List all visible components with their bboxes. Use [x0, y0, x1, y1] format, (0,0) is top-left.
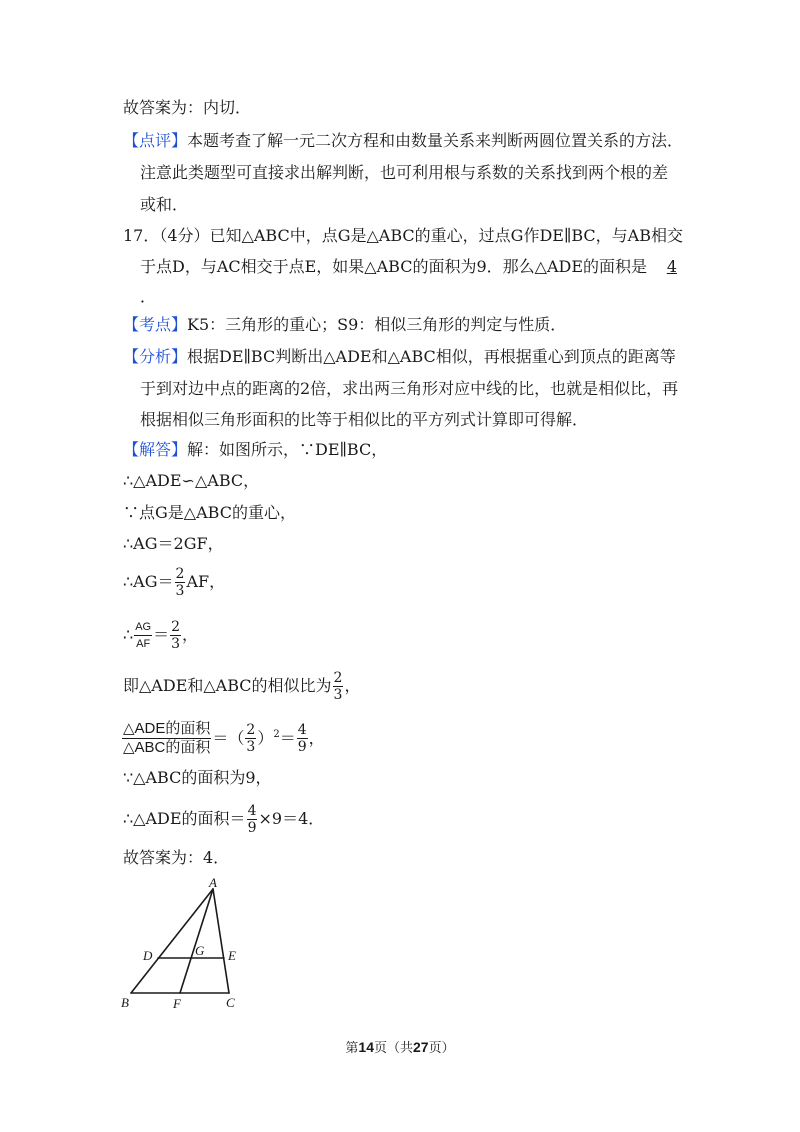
fraction-two-thirds [333, 670, 344, 703]
question-line-3: ． [140, 287, 157, 306]
fraction-two-thirds [170, 619, 181, 652]
label-b: B [121, 995, 129, 1010]
analysis-tag: 【分析】 [123, 347, 188, 366]
kaodian-tag: 【考点】 [123, 315, 188, 334]
solution-step-4 [123, 563, 225, 601]
question-answer: 4 [666, 257, 678, 276]
fraction-numerator: 2 [171, 619, 181, 635]
question-number: 17． [123, 226, 160, 245]
analysis-line-3: 根据相似三角形面积的比等于相似比的平方列式计算即可得解． [140, 410, 589, 429]
fraction-numerator: AG [134, 619, 152, 636]
solution-step-3: ∴AG＝2GF， [123, 534, 224, 553]
analysis-text-1: 根据DE∥BC判断出△ADE和△ABC相似，再根据重心到顶点的距离等 [187, 347, 676, 366]
solution-tag: 【解答】 [123, 440, 188, 459]
question-text-2: 于点D，与AC相交于点E，如果△ABC的面积为9．那么△ADE的面积是 [140, 257, 648, 276]
footer-mid: 页（共 [373, 1041, 413, 1056]
fraction-two-thirds [245, 722, 256, 755]
label-e: E [228, 948, 236, 963]
label-a: A [209, 875, 217, 890]
fraction-denominator: 3 [333, 687, 343, 703]
kaodian-text: K5：三角形的重心；S9：相似三角形的判定与性质． [187, 315, 567, 334]
analysis-line-1 [123, 346, 676, 368]
fraction-numerator: 2 [175, 566, 185, 582]
step-7-close-paren: ） [257, 728, 274, 748]
fraction-numerator: 4 [247, 803, 257, 819]
fraction-numerator: 2 [333, 670, 343, 686]
step-5-equals: ＝ [153, 625, 170, 644]
fraction-four-ninths [247, 803, 258, 836]
side-ab [131, 889, 213, 993]
step-4-prefix: ∴AG＝ [123, 572, 174, 591]
final-answer: 故答案为：4． [123, 848, 230, 867]
step-7-exponent: 2 [273, 729, 280, 740]
step-7-equals: ＝（ [212, 728, 245, 748]
step-6-suffix: ， [344, 676, 361, 695]
label-g: G [195, 943, 205, 958]
footer-page: 14 [358, 1039, 374, 1055]
step-9-suffix: ×9＝4． [258, 809, 325, 828]
question-line-1 [123, 225, 683, 247]
review-tag: 【点评】 [123, 131, 188, 150]
question-score: （4分） [159, 226, 210, 245]
review-line-2: 注意此类题型可直接求出解判断，也可利用根与系数的关系找到两个根的差 [140, 163, 669, 182]
fraction-numerator: 4 [297, 722, 307, 739]
solution-step-8: ∵△ABC的面积为9， [123, 768, 272, 787]
solution-step-7 [121, 715, 325, 758]
fraction-numerator: △ADE的面积 [123, 720, 211, 738]
review-line-3: 或和． [140, 195, 189, 214]
review-text-1: 本题考查了解一元二次方程和由数量关系来判断两圆位置关系的方法． [187, 131, 684, 150]
fraction-denominator: 3 [171, 636, 181, 652]
fraction-two-thirds [175, 566, 186, 599]
median-af [180, 889, 213, 993]
fraction-ag-af [134, 619, 152, 652]
step-6-prefix: 即△ADE和△ABC的相似比为 [123, 676, 332, 695]
fraction-denominator: AF [136, 638, 151, 650]
solution-step-6 [123, 667, 360, 705]
step-7-equals-2: ＝ [279, 728, 296, 748]
question-line-2 [140, 256, 677, 278]
solution-step-2: ∵点G是△ABC的重心， [123, 503, 296, 522]
kaodian-line [123, 314, 566, 336]
footer-total: 27 [413, 1039, 429, 1055]
step-5-prefix: ∴ [123, 625, 134, 644]
previous-answer: 故答案为：内切． [123, 98, 252, 117]
triangle-figure [115, 875, 255, 1015]
fraction-four-ninths [297, 722, 308, 755]
step-9-prefix: ∴△ADE的面积＝ [123, 809, 246, 828]
solution-step-1: ∴△ADE∽△ABC， [123, 471, 260, 490]
solution-intro-line [123, 439, 387, 461]
footer-pre: 第 [345, 1041, 359, 1056]
step-5-suffix: ， [182, 625, 199, 644]
label-f: F [173, 996, 181, 1011]
fraction-denominator: 3 [175, 583, 185, 599]
fraction-denominator: 3 [246, 739, 256, 756]
step-4-suffix: AF， [186, 572, 226, 591]
review-line-1 [123, 130, 683, 152]
fraction-denominator: 9 [247, 820, 257, 836]
question-text-1: 已知△ABC中，点G是△ABC的重心，过点G作DE∥BC，与AB相交 [209, 226, 683, 245]
page-footer [0, 1037, 800, 1056]
solution-intro: 解：如图所示，∵DE∥BC， [187, 440, 388, 459]
fraction-denominator: 9 [297, 739, 307, 756]
solution-step-9 [123, 800, 324, 838]
side-ac [213, 889, 229, 993]
fraction-numerator: 2 [246, 722, 256, 739]
footer-post: 页） [428, 1041, 455, 1056]
step-7-suffix: ， [308, 728, 325, 748]
label-c: C [226, 995, 235, 1010]
solution-step-5 [123, 616, 198, 654]
label-d: D [143, 948, 153, 963]
fraction-area-ratio [122, 720, 211, 757]
fraction-denominator: △ABC的面积 [123, 739, 211, 757]
analysis-line-2: 于到对边中点的距离的2倍，求出两三角形对应中线的比，也就是相似比，再 [140, 379, 679, 398]
